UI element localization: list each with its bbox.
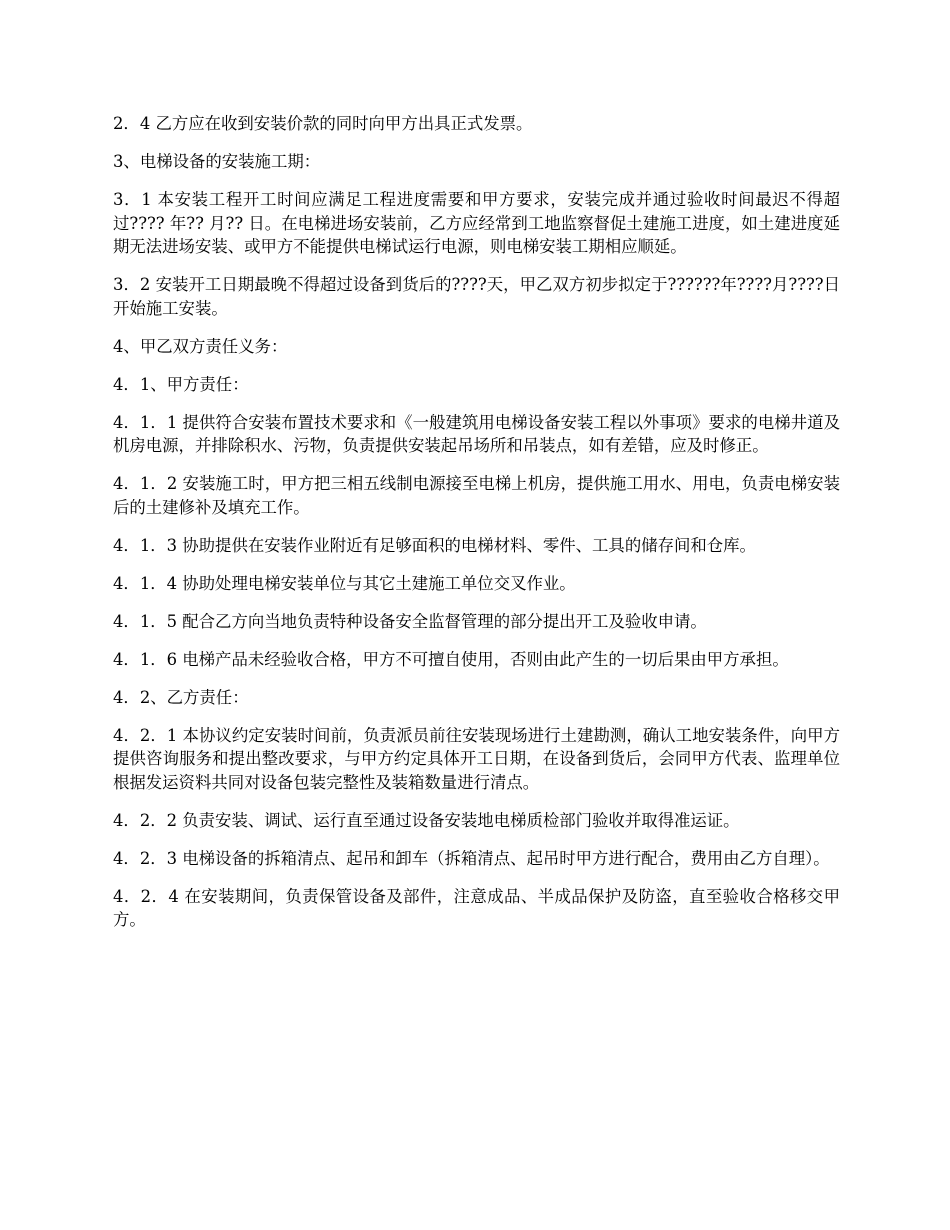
paragraph-4-1-5: 4．1．5 配合乙方向当地负责特种设备安全监督管理的部分提出开工及验收申请。 xyxy=(113,611,707,631)
heading-section-3: 3、电梯设备的安装施工期： xyxy=(113,152,321,171)
document-body xyxy=(113,112,840,946)
paragraph-4-1-2: 4．1．2 安装施工时，甲方把三相五线制电源接至电梯上机房，提供施工用水、用电，负责电梯安装后的土建修补及填充工作。 xyxy=(113,474,840,517)
paragraph-4-1-3: 4．1．3 协助提供在安装作业附近有足够面积的电梯材料、零件、工具的储存间和仓库。 xyxy=(113,535,756,555)
paragraph-4-2-2: 4．2．2 负责安装、调试、运行直至通过设备安装地电梯质检部门验收并取得准运证。 xyxy=(113,810,740,830)
paragraph-4-1-4: 4．1．4 协助处理电梯安装单位与其它土建施工单位交叉作业。 xyxy=(113,573,576,593)
paragraph-4-2-4: 4．2．4 在安装期间，负责保管设备及部件，注意成品、半成品保护及防盗，直至验收合格移交甲方。 xyxy=(113,886,840,929)
heading-4-1: 4．1、甲方责任： xyxy=(113,374,249,394)
heading-4-2: 4．2、乙方责任： xyxy=(113,687,249,707)
paragraph-4-1-1: 4．1．1 提供符合安装布置技术要求和《一般建筑用电梯设备安装工程以外事项》要求的电梯井道及机房电源，并排除积水、污物，负责提供安装起吊场所和吊装点，如有差错，应及时修正。 xyxy=(113,412,840,455)
paragraph-3-1: 3．1 本安装工程开工时间应满足工程进度需要和甲方要求，安装完成并通过验收时间最迟不得超过???? 年?? 月?? 日。在电梯进场安装前，乙方应经常到工地监察督促土建施工进度，如土建进度延期无法进场安装、或甲方不能提供电梯试运行电源，则电梯安装工期相应顺延。 xyxy=(113,190,840,256)
heading-section-4: 4、甲乙双方责任义务： xyxy=(113,336,288,356)
paragraph-4-2-3: 4．2．3 电梯设备的拆箱清点、起吊和卸车（拆箱清点、起吊时甲方进行配合，费用由乙方自理）。 xyxy=(113,848,830,868)
paragraph-2-4: 2．4 乙方应在收到安装价款的同时向甲方出具正式发票。 xyxy=(113,114,533,133)
paragraph-3-2: 3．2 安装开工日期最晚不得超过设备到货后的????天，甲乙双方初步拟定于??????年????月????日开始施工安装。 xyxy=(113,275,840,318)
paragraph-4-1-6: 4．1．6 电梯产品未经验收合格，甲方不可擅自使用，否则由此产生的一切后果由甲方承担。 xyxy=(113,649,789,669)
paragraph-4-2-1: 4．2．1 本协议约定安装时间前，负责派员前往安装现场进行土建勘测，确认工地安装条件，向甲方提供咨询服务和提出整改要求，与甲方约定具体开工日期，在设备到货后，会同甲方代表、监理单位根据发运资料共同对设备包装完整性及装箱数量进行清点。 xyxy=(113,725,840,792)
